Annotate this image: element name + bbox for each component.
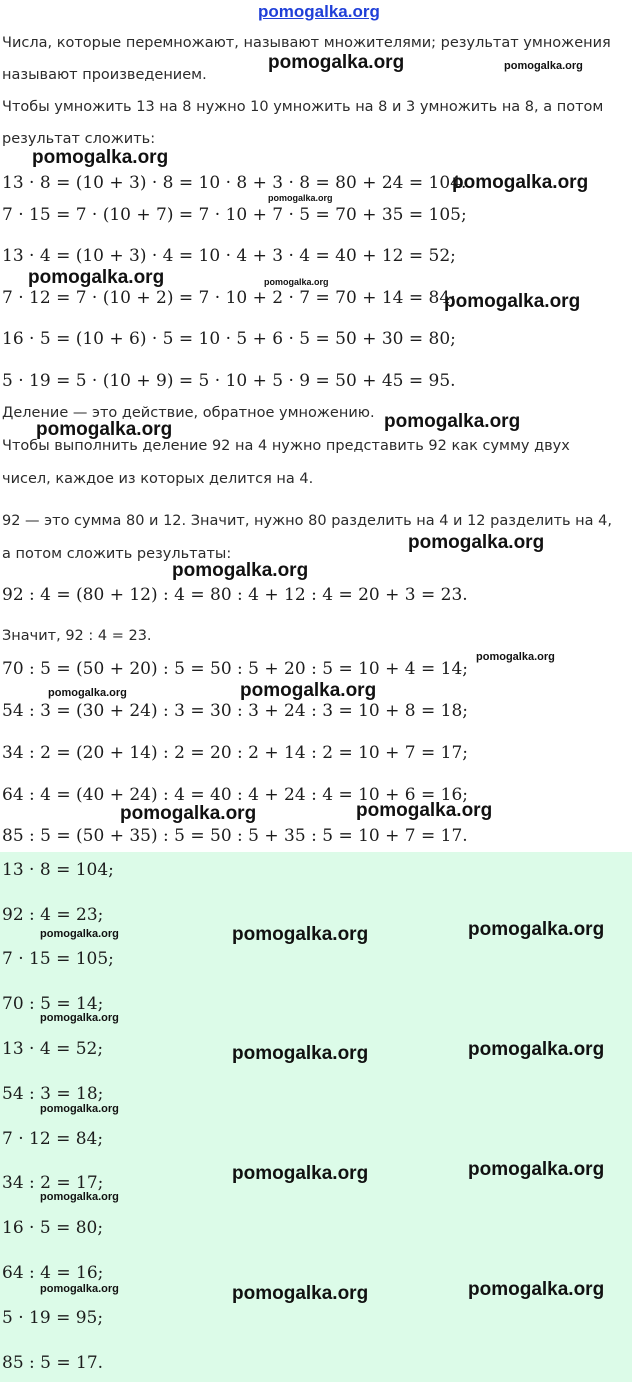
watermark: pomogalka.org bbox=[40, 1283, 119, 1295]
mult-example-4: 7 · 12 = 7 · (10 + 2) = 7 · 10 + 2 · 7 = 70 + 14 = 84; bbox=[2, 288, 456, 308]
watermark: pomogalka.org bbox=[408, 532, 545, 553]
watermark: pomogalka.org bbox=[36, 419, 173, 440]
division-intro-line-4: 92 — это сумма 80 и 12. Значит, нужно 80 разделить на 4 и 12 разделить на 4, bbox=[2, 513, 612, 529]
division-conclusion: Значит, 92 : 4 = 23. bbox=[2, 628, 152, 644]
watermark: pomogalka.org bbox=[384, 411, 521, 432]
div-example-4: 64 : 4 = (40 + 24) : 4 = 40 : 4 + 24 : 4 = 10 + 6 = 16; bbox=[2, 785, 468, 805]
watermark: pomogalka.org bbox=[48, 687, 127, 699]
watermark: pomogalka.org bbox=[232, 1163, 369, 1184]
watermark: pomogalka.org bbox=[264, 277, 329, 287]
watermark: pomogalka.org bbox=[40, 1191, 119, 1203]
answer-9: 16 · 5 = 80; bbox=[2, 1218, 104, 1238]
answer-5: 13 · 4 = 52; bbox=[2, 1039, 104, 1059]
answer-6: 54 : 3 = 18; bbox=[2, 1084, 104, 1104]
mult-example-5: 16 · 5 = (10 + 6) · 5 = 10 · 5 + 6 · 5 = 50 + 30 = 80; bbox=[2, 329, 456, 349]
answer-2: 92 : 4 = 23; bbox=[2, 905, 104, 925]
watermark: pomogalka.org bbox=[232, 924, 369, 945]
watermark: pomogalka.org bbox=[468, 1279, 605, 1300]
watermark: pomogalka.org bbox=[32, 147, 169, 168]
watermark: pomogalka.org bbox=[172, 560, 309, 581]
div-example-3: 34 : 2 = (20 + 14) : 2 = 20 : 2 + 14 : 2 = 10 + 7 = 17; bbox=[2, 743, 468, 763]
answer-8: 34 : 2 = 17; bbox=[2, 1173, 104, 1193]
division-intro-line-5: а потом сложить результаты: bbox=[2, 546, 232, 562]
intro-line-4: результат сложить: bbox=[2, 131, 156, 147]
mult-example-3: 13 · 4 = (10 + 3) · 4 = 10 · 4 + 3 · 4 = 40 + 12 = 52; bbox=[2, 246, 456, 266]
watermark: pomogalka.org bbox=[268, 52, 405, 73]
watermark: pomogalka.org bbox=[40, 928, 119, 940]
intro-line-3: Чтобы умножить 13 на 8 нужно 10 умножить на 8 и 3 умножить на 8, а потом bbox=[2, 99, 604, 115]
division-intro-line-1: Деление — это действие, обратное умножению. bbox=[2, 405, 375, 421]
watermark: pomogalka.org bbox=[120, 803, 257, 824]
watermark: pomogalka.org bbox=[476, 651, 555, 663]
mult-example-2: 7 · 15 = 7 · (10 + 7) = 7 · 10 + 7 · 5 = 70 + 35 = 105; bbox=[2, 205, 467, 225]
watermark: pomogalka.org bbox=[232, 1283, 369, 1304]
division-intro-line-2: Чтобы выполнить деление 92 на 4 нужно представить 92 как сумму двух bbox=[2, 438, 570, 454]
watermark: pomogalka.org bbox=[240, 680, 377, 701]
watermark: pomogalka.org bbox=[468, 1159, 605, 1180]
answer-7: 7 · 12 = 84; bbox=[2, 1129, 104, 1149]
div-example-1: 70 : 5 = (50 + 20) : 5 = 50 : 5 + 20 : 5 = 10 + 4 = 14; bbox=[2, 659, 468, 679]
division-example: 92 : 4 = (80 + 12) : 4 = 80 : 4 + 12 : 4 = 20 + 3 = 23. bbox=[2, 585, 468, 605]
answer-11: 5 · 19 = 95; bbox=[2, 1308, 104, 1328]
answer-4: 70 : 5 = 14; bbox=[2, 994, 104, 1014]
watermark: pomogalka.org bbox=[468, 919, 605, 940]
watermark: pomogalka.org bbox=[40, 1012, 119, 1024]
intro-line-2: называют произведением. bbox=[2, 67, 207, 83]
watermark: pomogalka.org bbox=[28, 267, 165, 288]
site-watermark-link[interactable]: pomogalka.org bbox=[258, 2, 380, 21]
watermark: pomogalka.org bbox=[40, 1103, 119, 1115]
answer-3: 7 · 15 = 105; bbox=[2, 949, 114, 969]
div-example-2: 54 : 3 = (30 + 24) : 3 = 30 : 3 + 24 : 3 = 10 + 8 = 18; bbox=[2, 701, 468, 721]
answer-12: 85 : 5 = 17. bbox=[2, 1353, 104, 1373]
mult-example-1: 13 · 8 = (10 + 3) · 8 = 10 · 8 + 3 · 8 = 80 + 24 = 104. bbox=[2, 173, 467, 193]
div-example-5: 85 : 5 = (50 + 35) : 5 = 50 : 5 + 35 : 5 = 10 + 7 = 17. bbox=[2, 826, 468, 846]
watermark: pomogalka.org bbox=[468, 1039, 605, 1060]
division-intro-line-3: чисел, каждое из которых делится на 4. bbox=[2, 471, 314, 487]
watermark: pomogalka.org bbox=[268, 193, 333, 203]
watermark: pomogalka.org bbox=[452, 172, 589, 193]
watermark: pomogalka.org bbox=[444, 291, 581, 312]
answer-1: 13 · 8 = 104; bbox=[2, 860, 114, 880]
mult-example-6: 5 · 19 = 5 · (10 + 9) = 5 · 10 + 5 · 9 = 50 + 45 = 95. bbox=[2, 371, 456, 391]
watermark: pomogalka.org bbox=[232, 1043, 369, 1064]
watermark: pomogalka.org bbox=[504, 60, 583, 72]
watermark: pomogalka.org bbox=[356, 800, 493, 821]
intro-line-1: Числа, которые перемножают, называют множителями; результат умножения bbox=[2, 35, 611, 51]
answer-10: 64 : 4 = 16; bbox=[2, 1263, 104, 1283]
